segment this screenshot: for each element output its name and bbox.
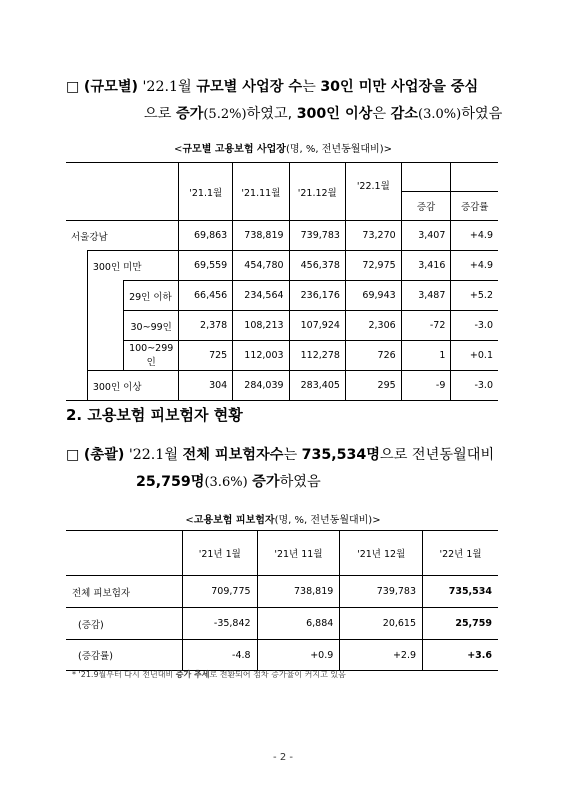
table-header-cell: '22.1월 — [345, 163, 401, 192]
footnote: * '21.9월부터 다시 전년대비 증가 추세로 전환되어 점차 증가율이 커지고 있음 — [72, 670, 346, 679]
summary-text-4: 은 — [372, 106, 387, 122]
summary-pct: (3.6%) — [204, 475, 248, 490]
table-header-cell: '21년 12월 — [340, 531, 423, 576]
table-row: 300인 이상 304 284,039 283,405 295 -9 -3.0 — [66, 371, 498, 401]
row-label: 서울강남 — [71, 231, 108, 243]
section-tag: (총괄) — [83, 447, 125, 463]
checkbox-icon: □ — [66, 79, 80, 95]
table2-caption: <고용보험 피보험자(명, %, 전년동월대비)> — [185, 515, 381, 526]
checkbox-icon: □ — [66, 447, 80, 463]
summary-bold-3: 25,759명 — [136, 474, 205, 490]
section-heading: 2. 고용보험 피보험자 현황 — [66, 406, 243, 424]
table-header-cell: 증감 — [401, 192, 451, 221]
summary-pct-2: (3.0%) — [418, 107, 462, 122]
table-header-cell: '21.1월 — [179, 163, 233, 221]
table-header-row — [66, 531, 498, 576]
table-header-cell: '21.11월 — [233, 163, 289, 221]
table1-caption: <규모별 고용보험 사업장(명, %, 전년동월대비)> — [174, 144, 392, 155]
page-number: - 2 - — [273, 752, 293, 763]
summary-pct-1: (5.2%) — [203, 107, 247, 122]
summary-bold-1: 규모별 사업장 수 — [196, 79, 303, 95]
summary-bold-4: 300인 이상 — [296, 106, 373, 122]
row-label: (증감) — [78, 619, 104, 631]
summary-text-2: 으로 — [144, 106, 172, 122]
table-header-cell: '21년 11월 — [257, 531, 340, 576]
row-label: 300인 미만 — [87, 251, 178, 281]
table-header-cell: 증감률 — [451, 192, 498, 221]
section-tag: (규모별) — [83, 79, 139, 95]
summary-text-3: 하였고, — [246, 106, 293, 122]
insured-persons-table — [66, 530, 498, 671]
row-label: 100~299인 — [124, 341, 179, 371]
summary-text-1: 는 — [302, 79, 316, 95]
summary-bold-3: 증가 — [175, 106, 204, 122]
size-summary-paragraph — [66, 74, 516, 128]
insured-summary-paragraph — [66, 442, 516, 496]
row-label: 30~99인 — [124, 311, 179, 341]
summary-bold-4: 증가 — [252, 474, 280, 490]
row-label: (증감률) — [78, 651, 113, 662]
row-label: 300인 이상 — [87, 371, 178, 401]
summary-bold-1: 전체 피보험자수 — [182, 447, 284, 463]
table-row: 100~299인 725 112,003 112,278 726 1 +0.1 — [66, 341, 498, 371]
summary-bold-2: 735,534명 — [301, 447, 380, 463]
table-row: 전체 피보험자 709,775 738,819 739,783 735,534 — [66, 576, 498, 608]
table-header-cell: '21년 1월 — [183, 531, 258, 576]
table-row: 서울강남 69,863 738,819 739,783 73,270 3,407 +4.9 — [66, 221, 498, 251]
row-label: 전체 피보험자 — [72, 587, 131, 599]
table-corner-cell — [66, 163, 179, 221]
date-text: '22.1월 — [128, 447, 179, 463]
table-row: (증감률) -4.8 +0.9 +2.9 +3.6 — [66, 640, 498, 671]
date-text: '22.1월 — [142, 79, 192, 95]
table-header-cell: '21.12월 — [289, 163, 345, 221]
summary-text-5: 하였음 — [461, 106, 503, 122]
summary-bold-2: 30인 미만 사업장을 중심 — [320, 79, 479, 95]
summary-bold-5: 감소 — [390, 106, 419, 122]
row-label: 29인 이하 — [124, 281, 179, 311]
table-header-cell: '22년 1월 — [423, 531, 498, 576]
summary-text-3: 하였음 — [279, 474, 321, 490]
workplace-size-table — [66, 162, 498, 401]
summary-text-2: 으로 전년동월대비 — [380, 447, 495, 463]
table-row: 30~99인 2,378 108,213 107,924 2,306 -72 -3.0 — [66, 311, 498, 341]
table-row: 29인 이하 66,456 234,564 236,176 69,943 3,487 +5.2 — [66, 281, 498, 311]
summary-text-1: 는 — [283, 447, 298, 463]
table-row: 300인 미만 69,559 454,780 456,378 72,975 3,416 +4.9 — [66, 251, 498, 281]
table-header-row — [66, 163, 498, 192]
table-row: (증감) -35,842 6,884 20,615 25,759 — [66, 608, 498, 640]
